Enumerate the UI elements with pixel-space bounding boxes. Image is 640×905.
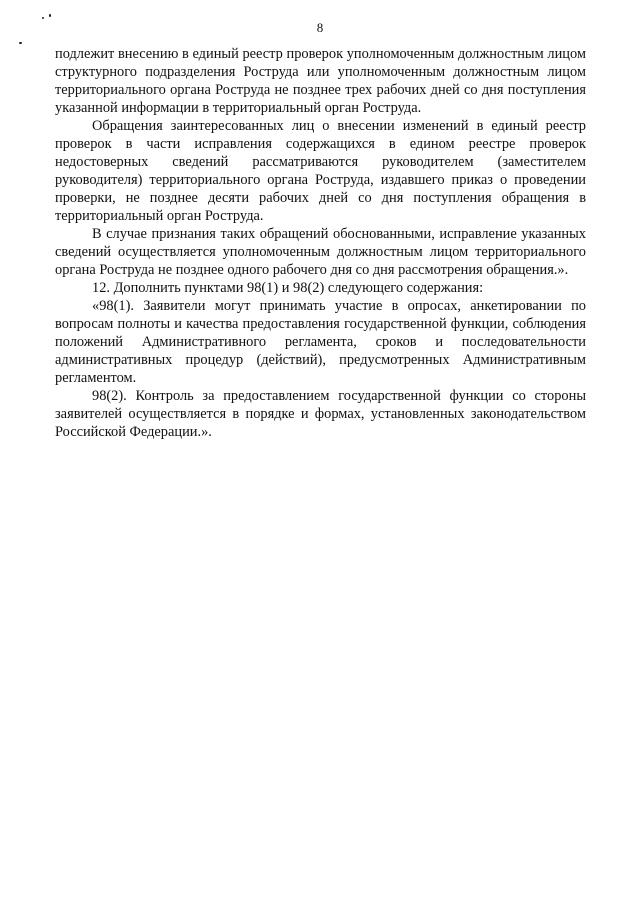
scan-speck [19, 42, 22, 44]
page-number: 8 [316, 20, 324, 35]
paragraph-appeals: Обращения заинтересованных лиц о внесении изменений в единый реестр проверок в части исправления содержащихся в едином реестре проверок недостоверных сведений рассматриваются руководителем (заместителем руководителя) территориального органа Роструда, издавшего приказ о проведении проверки, не позднее десяти рабочих дней со дня поступления обращения в территориальный орган Роструда. [55, 118, 586, 224]
paragraph-correction: В случае признания таких обращений обоснованными, исправление указанных сведений осуществляется уполномоченным должностным лицом территориального органа Роструда не позднее одного рабочего дня со дня рассмотрения обращения.». [55, 226, 586, 278]
document-body [55, 45, 586, 441]
scan-speck [42, 17, 44, 19]
paragraph-continuation: подлежит внесению в единый реестр проверок уполномоченным должностным лицом структурного подразделения Роструда или уполномоченным должностным лицом территориального органа Роструда не позднее трех рабочих дней со дня поступления указанной информации в территориальный орган Роструда. [55, 46, 586, 116]
paragraph-98-1: «98(1). Заявители могут принимать участие в опросах, анкетировании по вопросам полноты и качества предоставления государственной функции, соблюдения положений Административного регламента, сроков и последовательности административных процедур (действий), предусмотренных Административным регламентом. [55, 298, 586, 386]
scan-speck [49, 14, 51, 17]
paragraph-item-12: 12. Дополнить пунктами 98(1) и 98(2) следующего содержания: [92, 280, 484, 296]
paragraph-98-2: 98(2). Контроль за предоставлением государственной функции со стороны заявителей осуществляется в порядке и формах, установленных законодательством Российской Федерации.». [55, 388, 586, 440]
